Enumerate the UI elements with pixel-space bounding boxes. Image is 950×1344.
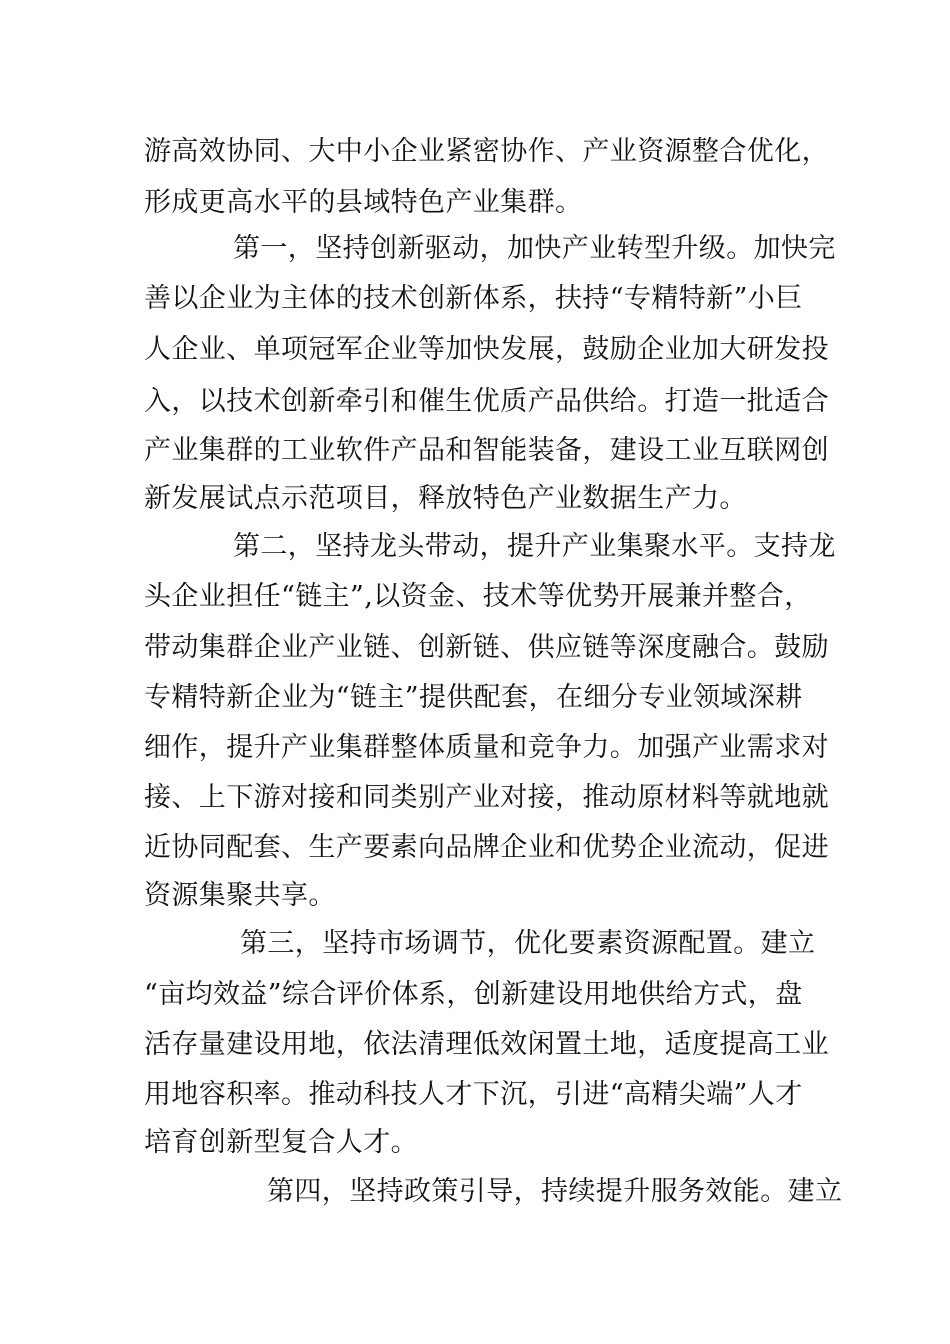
- text-line: 活存量建设用地，依法清理低效闲置土地，适度提高工业: [144, 1029, 829, 1060]
- text-line: 新发展试点示范项目，释放特色产业数据生产力。: [144, 483, 747, 514]
- text-line: 形成更高水平的县域特色产业集群。: [144, 187, 583, 218]
- text-line: 资源集聚共享。: [144, 880, 336, 911]
- text-line: 人企业、单项冠军企业等加快发展，鼓励企业加大研发投: [144, 334, 829, 365]
- text-line: 接、上下游对接和同类别产业对接，推动原材料等就地就: [144, 782, 829, 813]
- text-line: 用地容积率。推动科技人才下沉，引进“高精尖端”人才: [144, 1079, 803, 1110]
- text-line: “亩均效益”综合评价体系，创新建设用地供给方式，盘: [144, 979, 803, 1010]
- text-line: 产业集群的工业软件产品和智能装备，建设工业互联网创: [144, 435, 829, 466]
- paragraph-first-line: 第一，坚持创新驱动，加快产业转型升级。加快完: [233, 233, 836, 264]
- text-line: 入，以技术创新牵引和催生优质产品供给。打造一批适合: [144, 386, 829, 417]
- text-line: 近协同配套、生产要素向品牌企业和优势企业流动，促进: [144, 832, 829, 863]
- text-line: 带动集群企业产业链、创新链、供应链等深度融合。鼓励: [144, 632, 829, 663]
- text-line: 头企业担任“链主”,以资金、技术等优势开展兼并整合，: [144, 581, 812, 612]
- text-line: 游高效协同、大中小企业紧密协作、产业资源整合优化，: [144, 136, 829, 167]
- text-line: 培育创新型复合人才。: [144, 1127, 418, 1158]
- paragraph-first-line: 第四，坚持政策引导，持续提升服务效能。建立: [267, 1176, 843, 1207]
- text-line: 细作，提升产业集群整体质量和竞争力。加强产业需求对: [144, 732, 829, 763]
- text-line: 专精特新企业为“链主”提供配套，在细分专业领域深耕: [144, 682, 803, 713]
- paragraph-first-line: 第二，坚持龙头带动，提升产业集聚水平。支持龙: [233, 531, 836, 562]
- paragraph-first-line: 第三，坚持市场调节，优化要素资源配置。建立: [240, 928, 816, 959]
- text-line: 善以企业为主体的技术创新体系，扶持“专精特新”小巨: [144, 283, 803, 314]
